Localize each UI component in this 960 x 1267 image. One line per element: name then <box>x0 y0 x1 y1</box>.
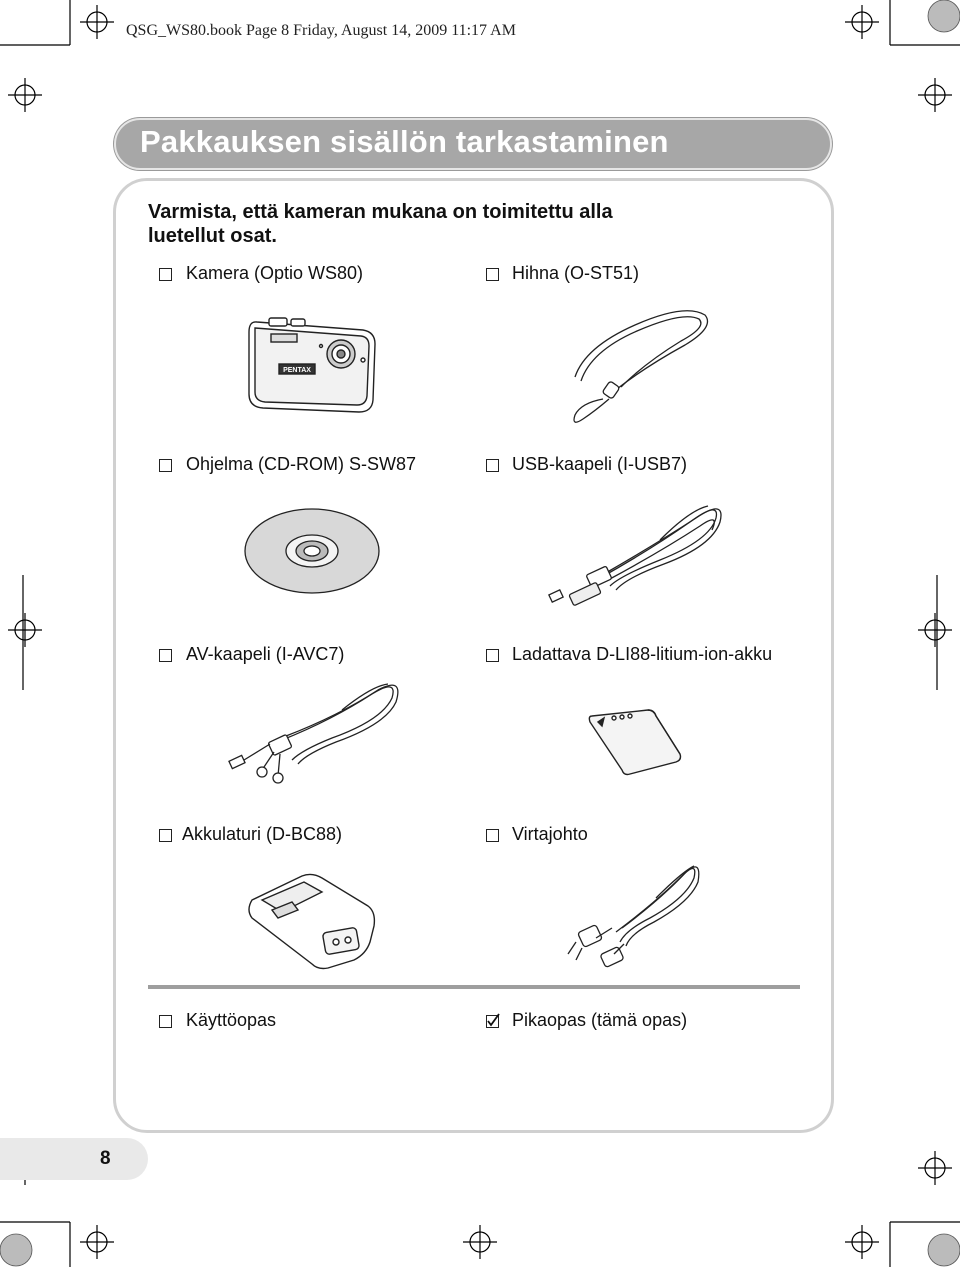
section-title-bar <box>114 118 832 170</box>
registration-mark <box>15 85 35 105</box>
charger-illustration <box>242 870 382 970</box>
item-label-usb-cable: USB-kaapeli (I-USB7) <box>512 454 688 474</box>
check-mark-icon <box>486 1013 500 1027</box>
camera-brand-label: PENTAX <box>283 367 311 374</box>
intro-text <box>148 200 788 248</box>
page-number: 8 <box>100 1148 111 1169</box>
intro-line-2: luetellut osat. <box>148 225 277 247</box>
print-header: QSG_WS80.book Page 8 Friday, August 14, 2009 11:17 AM <box>126 22 516 39</box>
corner-rosette <box>928 0 960 32</box>
av-cable-illustration <box>222 680 402 800</box>
page-title: Pakkauksen sisällön tarkastaminen <box>140 124 669 159</box>
registration-mark <box>925 85 945 105</box>
registration-mark <box>852 12 872 32</box>
checkbox-manual[interactable] <box>159 1015 172 1028</box>
item-label-camera: Kamera (Optio WS80) <box>186 263 364 283</box>
item-label-quick-guide: Pikaopas (tämä opas) <box>512 1010 688 1030</box>
registration-mark <box>87 12 107 32</box>
separator-line <box>148 985 800 989</box>
camera-illustration <box>243 312 383 416</box>
checkbox-power-cord[interactable] <box>486 829 499 842</box>
strap-illustration <box>565 307 715 432</box>
item-label-strap: Hihna (O-ST51) <box>512 263 640 283</box>
checkbox-strap[interactable] <box>486 268 499 281</box>
item-label-av-cable: AV-kaapeli (I-AVC7) <box>186 644 345 664</box>
registration-mark <box>925 620 945 640</box>
checkbox-camera[interactable] <box>159 268 172 281</box>
intro-line-1: Varmista, että kameran mukana on toimitettu alla <box>148 201 613 223</box>
checkbox-av-cable[interactable] <box>159 649 172 662</box>
item-label-power-cord: Virtajohto <box>512 824 588 844</box>
item-label-manual: Käyttöopas <box>186 1010 277 1030</box>
corner-rosette <box>928 1234 960 1266</box>
registration-mark <box>852 1232 872 1252</box>
registration-mark <box>15 620 35 640</box>
battery-illustration <box>588 708 688 778</box>
checkbox-battery[interactable] <box>486 649 499 662</box>
power-cord-illustration <box>566 862 706 982</box>
corner-rosette <box>0 1234 32 1266</box>
item-label-software: Ohjelma (CD-ROM) S-SW87 <box>186 454 417 474</box>
page-tab <box>0 1138 148 1180</box>
registration-mark <box>925 1158 945 1178</box>
checkbox-software[interactable] <box>159 459 172 472</box>
usb-cable-illustration <box>540 500 730 620</box>
registration-mark <box>87 1232 107 1252</box>
item-label-battery: Ladattava D-LI88-litium-ion-akku <box>512 644 773 664</box>
registration-mark <box>470 1232 490 1252</box>
checkbox-charger[interactable] <box>159 829 172 842</box>
checkbox-quick-guide[interactable] <box>486 1015 499 1028</box>
cd-rom-illustration <box>242 506 382 596</box>
checkbox-usb-cable[interactable] <box>486 459 499 472</box>
item-label-charger: Akkulaturi (D-BC88) <box>182 824 343 844</box>
